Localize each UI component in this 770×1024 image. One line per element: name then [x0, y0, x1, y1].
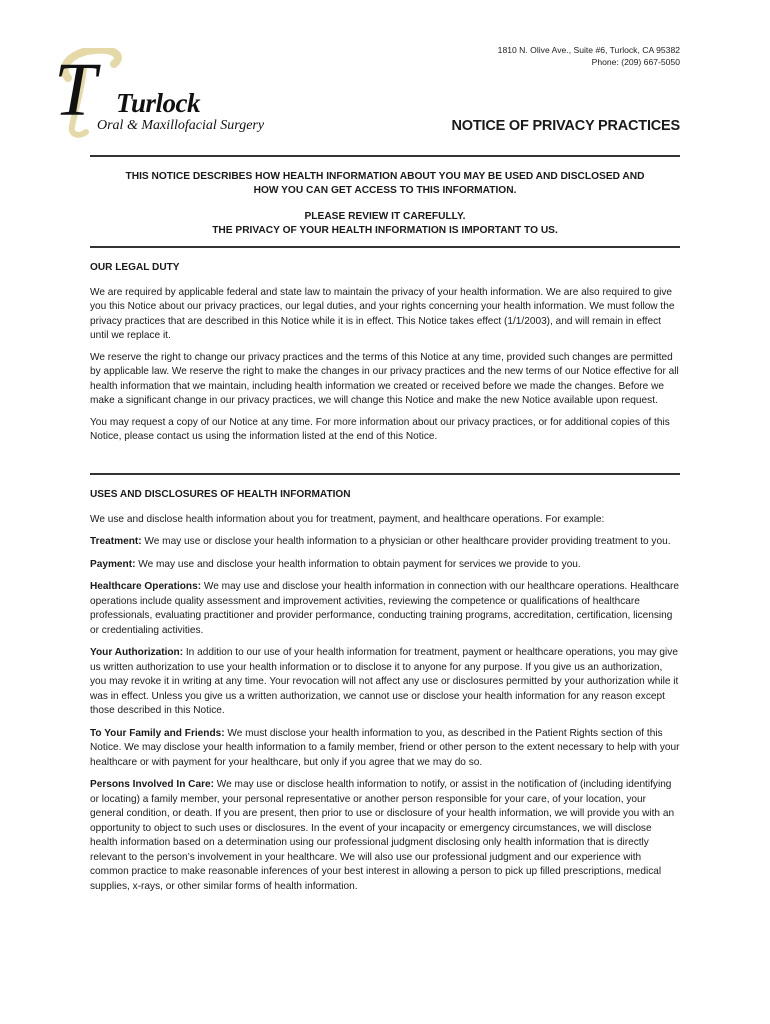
legal-duty-section: [90, 261, 680, 445]
divider: [90, 473, 680, 475]
item-text: We may use or disclose your health information to a physician or other healthcare provider providing treatment to you.: [141, 536, 671, 547]
authorization-item: [90, 646, 680, 719]
payment-item: [90, 558, 680, 573]
logo-tagline: Oral & Maxillofacial Surgery: [97, 118, 265, 133]
item-text: We may use and disclose your health information to obtain payment for services we provide to you.: [135, 558, 581, 570]
paragraph: We reserve the right to change our privacy practices and the terms of this Notice at any time, provided such changes are permitted by applicable law. We reserve the right to make the changes in our privacy practices and the new terms of our Notice effective for all health information that we maintain, including health information we created or received before we made the changes. Before we make a significant change in our privacy practices, we will change this Notice and make the new Notice available upon request.: [90, 351, 679, 406]
item-text: We may use and disclose your health information in connection with our healthcare operations. Healthcare operations include quality assessment and improvement activities, reviewing the competence or qualifications of healthcare professionals, evaluating practitioner and provider performance, conducting training programs, accreditation, certification, licensing or credentialing activities.: [90, 581, 679, 636]
persons-involved-item: [90, 778, 680, 894]
item-text: We may use or disclose health information to notify, or assist in the notification of (including identifying or locating) a family member, your personal representative or another person responsible for your care, of your location, your general condition, or death. If you are present, then prior to use or disclosure of your health information, we will provide you with an opportunity to object to such uses or disclosures. In the event of your incapacity or emergency circumstances, we will disclose health information based on a determination using our professional judgment disclosing only health information that is directly relevant to the person’s involvement in your healthcare. We will also use our professional judgment and our experience with common practice to make reasonable inferences of your best interest in allowing a person to pick up filled prescriptions, medical supplies, x-rays, or other similar forms of health information.: [90, 779, 675, 892]
banner-line: THIS NOTICE DESCRIBES HOW HEALTH INFORMATION ABOUT YOU MAY BE USED AND DISCLOSED AND: [125, 171, 645, 182]
address-line: 1810 N. Olive Ave., Suite #6, Turlock, CA 95382: [497, 45, 680, 55]
item-text: We must disclose your health information to you, as described in the Patient Rights section of this Notice. We may disclose your health information to a family member, friend or other person to the extent necessary to help with your healthcare or with payment for your healthcare, but only if you agree that we may do so.: [90, 727, 680, 768]
practice-logo: [54, 48, 294, 140]
logo-name: Turlock: [116, 88, 200, 118]
page-title: NOTICE OF PRIVACY PRACTICES: [451, 118, 680, 134]
healthcare-operations-item: [90, 580, 680, 638]
item-lead: Your Authorization:: [90, 647, 184, 658]
notice-banner: [90, 170, 680, 238]
paragraph: We are required by applicable federal and state law to maintain the privacy of your health information. We are also required to give you this Notice about our privacy practices, our legal duties, and your rights concerning your health information. We must follow the privacy practices that are described in this Notice while it is in effect. This Notice takes effect (1/1/2003), and will remain in effect until we replace it.: [90, 286, 675, 341]
item-text: In addition to our use of your health information for treatment, payment or healthcare operations, you may give us written authorization to use your health information or to disclose it to anyone for any purpose. If you give us an authorization, you may revoke it in writing at any time. Your revocation will not affect any use or disclosures permitted by your authorization while it was in effect. Unless you give us a written authorization, we cannot use or disclose your health information for any reason except those described in this Notice.: [90, 647, 679, 716]
banner-line: THE PRIVACY OF YOUR HEALTH INFORMATION IS IMPORTANT TO US.: [212, 225, 558, 236]
item-lead: To Your Family and Friends:: [90, 727, 225, 739]
item-lead: Payment:: [90, 558, 136, 570]
banner-line: PLEASE REVIEW IT CAREFULLY.: [304, 211, 466, 222]
divider: [90, 155, 680, 157]
paragraph: We use and disclose health information about you for treatment, payment, and healthcare operations. For example:: [90, 513, 605, 525]
item-lead: Healthcare Operations:: [90, 581, 202, 592]
item-lead: Persons Involved In Care:: [90, 779, 214, 790]
paragraph: You may request a copy of our Notice at any time. For more information about our privacy practices, or for additional copies of this Notice, please contact us using the information listed at the end of this Notice.: [90, 416, 670, 442]
section-heading: USES AND DISCLOSURES OF HEALTH INFORMATION: [90, 489, 351, 500]
uses-section: [90, 488, 680, 894]
logo-initial: T: [54, 48, 97, 132]
phone-line: Phone: (209) 667-5050: [591, 57, 680, 67]
banner-line: HOW YOU CAN GET ACCESS TO THIS INFORMATION.: [253, 185, 517, 196]
item-lead: Treatment:: [90, 536, 142, 547]
section-heading: OUR LEGAL DUTY: [90, 262, 180, 273]
treatment-item: [90, 535, 680, 550]
divider: [90, 246, 680, 248]
family-friends-item: [90, 727, 680, 771]
practice-address: [498, 44, 680, 68]
